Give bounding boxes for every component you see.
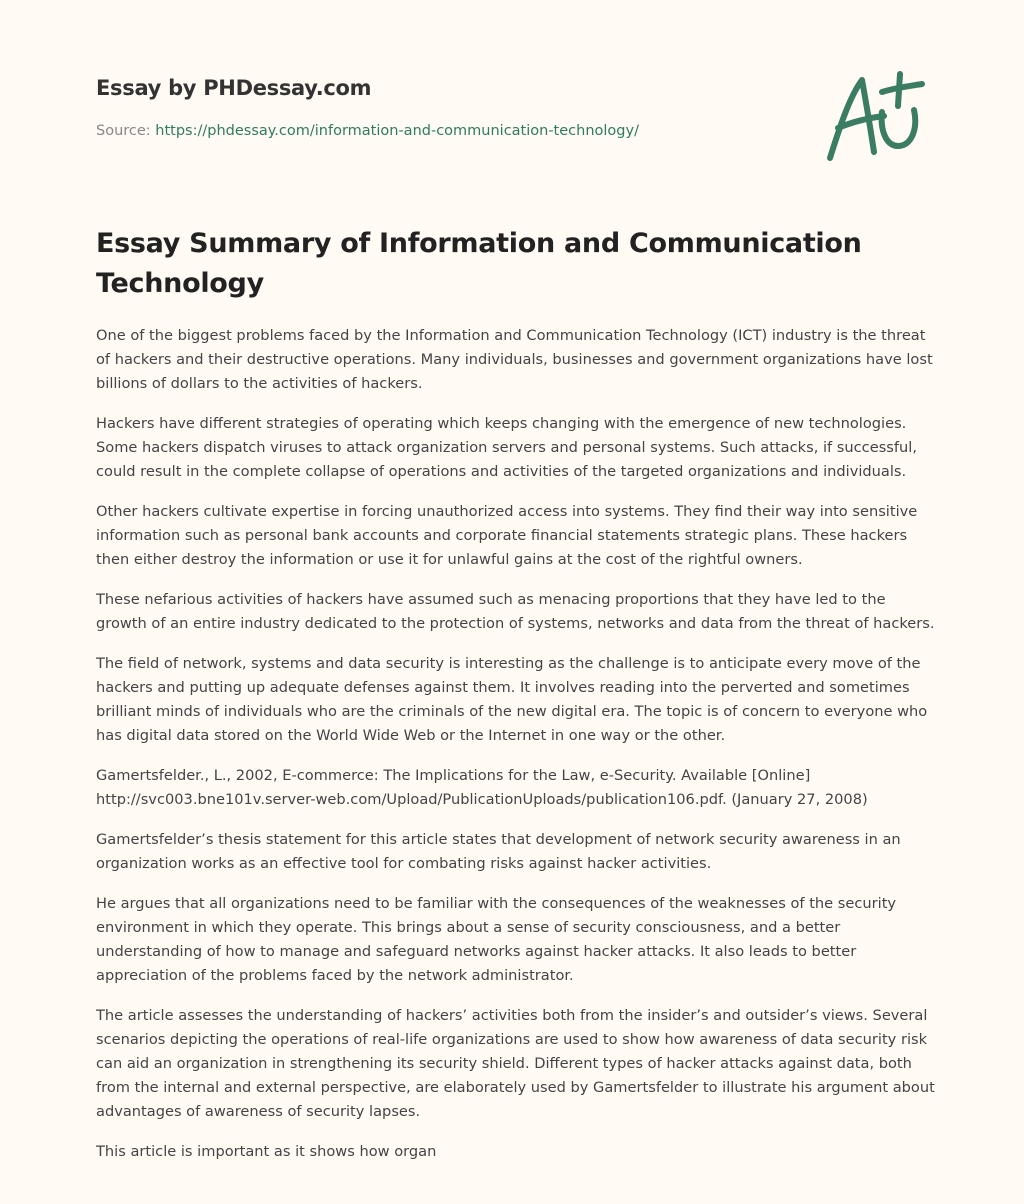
- essay-body: [96, 324, 936, 1180]
- site-brand: Essay by PHDessay.com: [96, 76, 372, 100]
- paragraph: Other hackers cultivate expertise in forcing unauthorized access into systems. They find their way into sensitive information such as personal bank accounts and corporate financial statements strategic plans. These hackers then either destroy the information or use it for unlawful gains at the cost of the rightful owners.: [96, 503, 918, 568]
- source-label: Source:: [96, 123, 151, 139]
- source-line: [96, 123, 639, 139]
- paragraph: The field of network, systems and data security is interesting as the challenge is to anticipate every move of the hackers and putting up adequate defenses against them. It involves reading into the perverted and sometimes brilliant minds of individuals who are the criminals of the new digital era. The topic is of concern to everyone who has digital data stored on the World Wide Web or the Internet in one way or the other.: [96, 655, 928, 744]
- paragraph: Hackers have different strategies of operating which keeps changing with the emergence of new technologies. Some hackers dispatch viruses to attack organization servers and personal systems. Such attacks, if successful, could result in the complete collapse of operations and activities of the targeted organizations and individuals.: [96, 415, 917, 480]
- source-link[interactable]: https://phdessay.com/information-and-communication-technology/: [155, 123, 639, 139]
- paragraph: One of the biggest problems faced by the Information and Communication Technology (ICT) industry is the threat of hackers and their destructive operations. Many individuals, businesses and government organizations have lost billions of dollars to the activities of hackers.: [96, 327, 933, 392]
- citation: Gamertsfelder., L., 2002, E-commerce: The Implications for the Law, e-Security. Available [Online] http://svc003.bne101v.server-web.com/Upload/PublicationUploads/publication106.pdf. (January 27, 2008): [96, 767, 868, 808]
- paragraph: The article assesses the understanding of hackers’ activities both from the insider’s and outsider’s views. Several scenarios depicting the operations of real-life organizations are used to show how awareness of data security risk can aid an organization in strengthening its security shield. Different types of hacker attacks against data, both from the internal and external perspective, are elaborately used by Gamertsfelder to illustrate his argument about advantages of awareness of security lapses.: [96, 1007, 935, 1120]
- essay-title: Essay Summary of Information and Communication Technology: [96, 228, 862, 299]
- paragraph: Gamertsfelder’s thesis statement for this article states that development of network security awareness in an organization works as an effective tool for combating risks against hacker activities.: [96, 831, 901, 872]
- paragraph: He argues that all organizations need to be familiar with the consequences of the weaknesses of the security environment in which they operate. This brings about a sense of security consciousness, and a better understanding of how to manage and safeguard networks against hacker attacks. It also leads to better appreciation of the problems faced by the network administrator.: [96, 895, 897, 984]
- paragraph-truncated: This article is important as it shows how organ: [96, 1143, 437, 1160]
- paragraph: These nefarious activities of hackers have assumed such as menacing proportions that they have led to the growth of an entire industry dedicated to the protection of systems, networks and data from the threat of hackers.: [96, 591, 935, 632]
- a-plus-logo-icon: [818, 66, 928, 166]
